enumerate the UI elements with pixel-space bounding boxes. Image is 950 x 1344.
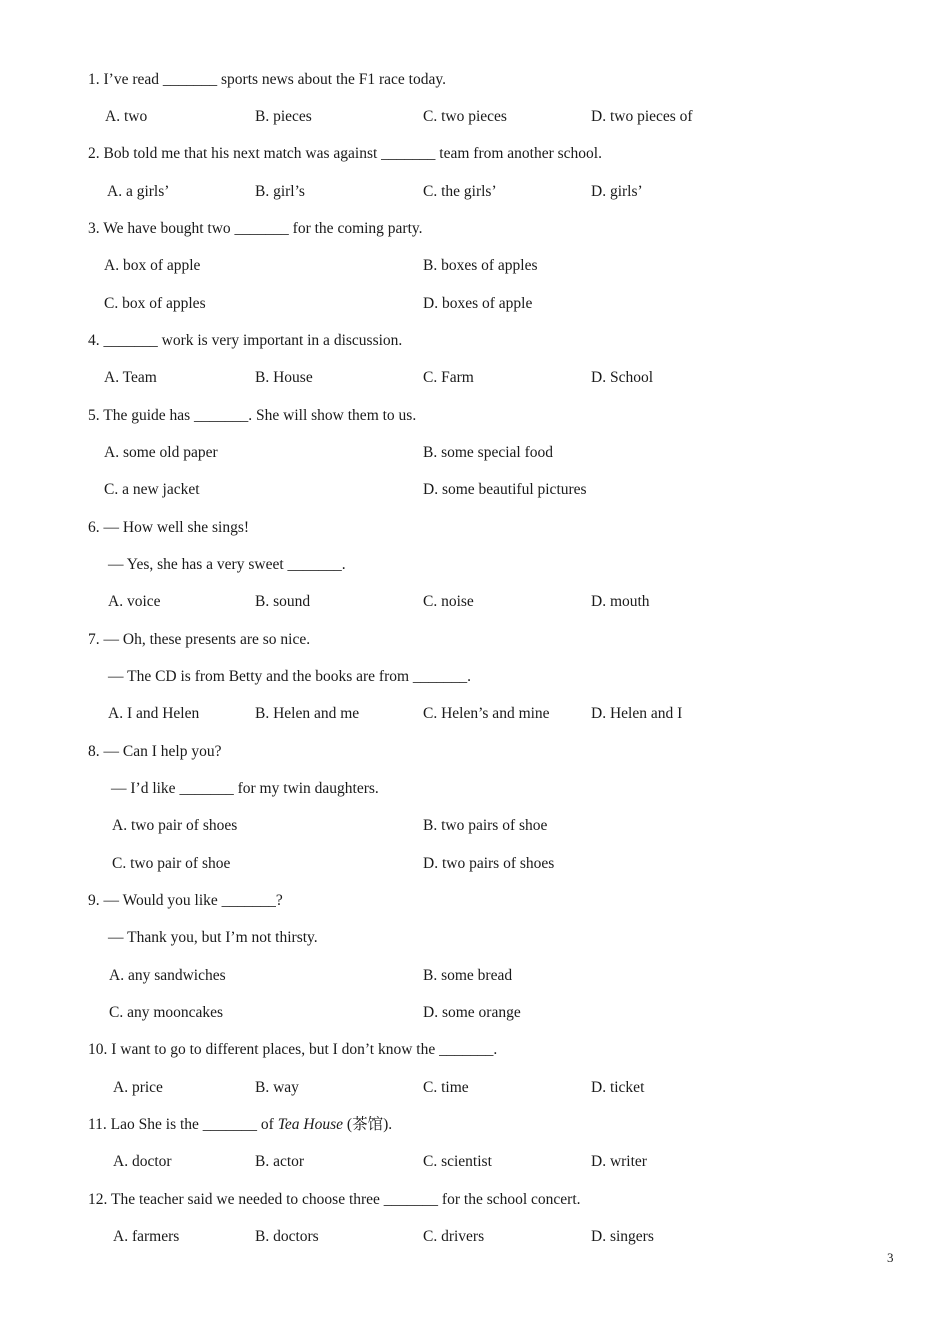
question-5-option-c: C. a new jacket — [104, 481, 200, 498]
question-12-option-c: C. drivers — [423, 1228, 485, 1245]
question-10-option-d: D. ticket — [591, 1079, 645, 1096]
question-1-option-d: D. two pieces of — [591, 108, 693, 125]
question-6-reply: — Yes, she has a very sweet _______. — [108, 556, 346, 573]
question-8-option-b: B. two pairs of shoe — [423, 817, 548, 834]
page-number: 3 — [887, 1250, 894, 1265]
question-12-stem: 12. The teacher said we needed to choose three _______ for the school concert. — [88, 1191, 581, 1208]
question-2-option-a: A. a girls’ — [107, 183, 170, 200]
question-8-option-d: D. two pairs of shoes — [423, 855, 555, 872]
question-3-option-a: A. box of apple — [104, 257, 201, 274]
question-11-option-a: A. doctor — [113, 1153, 172, 1170]
question-8-option-c: C. two pair of shoe — [112, 855, 231, 872]
question-2-option-b: B. girl’s — [255, 183, 305, 200]
question-7-option-a: A. I and Helen — [108, 705, 200, 722]
question-3-option-c: C. box of apples — [104, 295, 206, 312]
question-3-stem: 3. We have bought two _______ for the coming party. — [88, 220, 423, 237]
question-1-option-c: C. two pieces — [423, 108, 507, 125]
question-10-option-a: A. price — [113, 1079, 163, 1096]
question-1-option-a: A. two — [105, 108, 148, 125]
question-4-option-d: D. School — [591, 369, 653, 386]
question-3-option-b: B. boxes of apples — [423, 257, 538, 274]
question-11-option-c: C. scientist — [423, 1153, 492, 1170]
question-2-stem: 2. Bob told me that his next match was against _______ team from another school. — [88, 145, 602, 162]
question-9-stem: 9. — Would you like _______? — [88, 892, 283, 909]
question-9-option-b: B. some bread — [423, 967, 513, 984]
question-3-option-d: D. boxes of apple — [423, 295, 533, 312]
question-6-option-a: A. voice — [108, 593, 161, 610]
question-9-option-a: A. any sandwiches — [109, 967, 226, 984]
question-5-option-a: A. some old paper — [104, 444, 218, 461]
question-8-stem: 8. — Can I help you? — [88, 743, 222, 760]
question-9-option-d: D. some orange — [423, 1004, 521, 1021]
question-6-option-d: D. mouth — [591, 593, 650, 610]
question-2-option-c: C. the girls’ — [423, 183, 497, 200]
question-12-option-b: B. doctors — [255, 1228, 319, 1245]
question-9-reply: — Thank you, but I’m not thirsty. — [108, 929, 318, 946]
question-11-stem-before: 11. Lao She is the _______ of — [88, 1116, 278, 1133]
question-4-stem: 4. _______ work is very important in a discussion. — [88, 332, 403, 349]
question-6-stem: 6. — How well she sings! — [88, 519, 250, 536]
question-7-stem: 7. — Oh, these presents are so nice. — [88, 631, 311, 648]
question-11-stem-after: (茶馆). — [343, 1116, 393, 1133]
question-10-option-c: C. time — [423, 1079, 469, 1096]
question-12-option-d: D. singers — [591, 1228, 654, 1245]
question-8-option-a: A. two pair of shoes — [112, 817, 238, 834]
question-4-option-a: A. Team — [104, 369, 157, 386]
question-12-option-a: A. farmers — [113, 1228, 180, 1245]
question-5-option-d: D. some beautiful pictures — [423, 481, 587, 498]
question-11-stem — [88, 1115, 392, 1135]
question-10-option-b: B. way — [255, 1079, 299, 1096]
question-7-option-d: D. Helen and I — [591, 705, 683, 722]
question-5-stem: 5. The guide has _______. She will show them to us. — [88, 407, 417, 424]
question-6-option-b: B. sound — [255, 593, 311, 610]
question-4-option-c: C. Farm — [423, 369, 474, 386]
question-11-option-b: B. actor — [255, 1153, 305, 1170]
question-9-option-c: C. any mooncakes — [109, 1004, 224, 1021]
question-7-reply: — The CD is from Betty and the books are from _______. — [108, 668, 472, 685]
question-1-stem: 1. I’ve read _______ sports news about the F1 race today. — [88, 71, 446, 88]
question-7-option-b: B. Helen and me — [255, 705, 360, 722]
question-1-option-b: B. pieces — [255, 108, 312, 125]
question-2-option-d: D. girls’ — [591, 183, 643, 200]
question-4-option-b: B. House — [255, 369, 313, 386]
question-11-option-d: D. writer — [591, 1153, 647, 1170]
question-6-option-c: C. noise — [423, 593, 474, 610]
question-11-book-title: Tea House — [277, 1116, 344, 1133]
question-10-stem: 10. I want to go to different places, but I don’t know the _______. — [88, 1041, 498, 1058]
question-5-option-b: B. some special food — [423, 444, 554, 461]
question-7-option-c: C. Helen’s and mine — [423, 705, 550, 722]
question-8-reply: — I’d like _______ for my twin daughters. — [111, 780, 379, 797]
